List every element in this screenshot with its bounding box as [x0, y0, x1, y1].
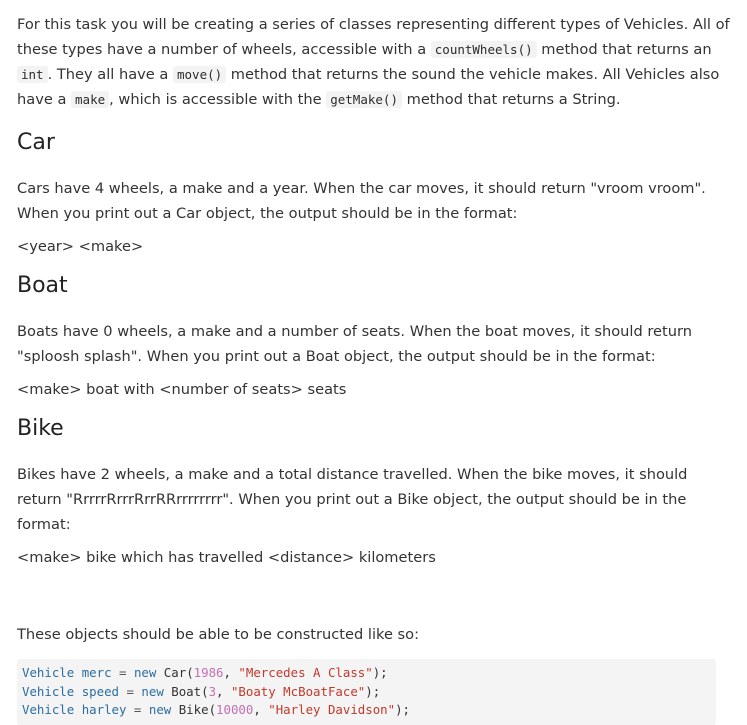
- intro-text-4: method that returns the sound the vehicle makes. All Vehicles also have a: [17, 66, 720, 108]
- code-num: 1986: [193, 665, 224, 680]
- inline-code-getmake: getMake(): [326, 91, 402, 108]
- code-eq: =: [119, 665, 127, 680]
- code-line: [22, 683, 711, 702]
- spacer: [17, 582, 732, 622]
- code-var: speed: [81, 683, 119, 699]
- boat-format: <make> boat with <number of seats> seats: [17, 381, 347, 398]
- code-eq: =: [133, 702, 142, 717]
- code-open: (: [208, 702, 217, 717]
- inline-code-make: make: [71, 91, 109, 108]
- code-sep: ,: [216, 683, 231, 699]
- car-description: Cars have 4 wheels, a make and a year. When the car moves, it should return "vroom vroom". When you print out a Car object, the output should be in the format:: [17, 180, 706, 222]
- car-heading: Car: [17, 130, 55, 155]
- code-num: 10000: [216, 702, 254, 717]
- intro-text-6: method that returns a String.: [401, 91, 621, 108]
- intro-text-5: , which is accessible with the: [109, 91, 327, 108]
- code-num: 3: [208, 683, 217, 699]
- code-type: Vehicle: [22, 665, 75, 680]
- intro-text-1: For this task you will be creating a series of classes representing different types of Vehicles. All of these types have a number of wheels, accessible with a: [17, 16, 730, 58]
- code-open: (: [201, 683, 209, 699]
- code-class: Boat: [171, 683, 202, 699]
- code-str: "Mercedes A Class": [238, 665, 373, 680]
- code-sep: ,: [253, 702, 269, 717]
- code-type: Vehicle: [22, 702, 75, 717]
- bike-heading: Bike: [17, 416, 64, 441]
- code-block: [17, 659, 716, 725]
- code-close: );: [395, 702, 411, 717]
- code-sep: ,: [223, 665, 239, 680]
- code-str: "Harley Davidson": [268, 702, 396, 717]
- code-new: new: [133, 665, 157, 680]
- code-type: Vehicle: [22, 683, 75, 699]
- code-line: [22, 701, 711, 720]
- code-class: Bike: [178, 702, 209, 717]
- intro-text-3: . They all have a: [47, 66, 173, 83]
- boat-heading: Boat: [17, 273, 68, 298]
- bike-description: Bikes have 2 wheels, a make and a total distance travelled. When the bike moves, it should return "RrrrrRrrrRrrRRrrrrrrrr". When you print out a Bike object, the output should be in the format:: [17, 466, 688, 533]
- bike-format: <make> bike which has travelled <distance> kilometers: [17, 549, 436, 566]
- inline-code-int: int: [17, 66, 48, 83]
- inline-code-move: move(): [173, 66, 226, 83]
- code-open: (: [186, 665, 194, 680]
- code-new: new: [141, 683, 164, 699]
- code-close: );: [365, 683, 381, 699]
- intro-paragraph: [17, 12, 732, 112]
- code-new: new: [148, 702, 172, 717]
- code-eq: =: [126, 683, 134, 699]
- code-str: "Boaty McBoatFace": [230, 683, 366, 699]
- construct-lead: These objects should be able to be constructed like so:: [17, 626, 420, 643]
- code-line: [22, 664, 711, 683]
- car-format: <year> <make>: [17, 238, 144, 255]
- code-class: Car: [163, 665, 187, 680]
- code-close: );: [372, 665, 388, 680]
- inline-code-countwheels: countWheels(): [431, 41, 537, 58]
- code-var: harley: [81, 702, 127, 717]
- intro-text-2: method that returns an: [536, 41, 712, 58]
- boat-description: Boats have 0 wheels, a make and a number of seats. When the boat moves, it should return "sploosh splash". When you print out a Boat object, the output should be in the format:: [17, 323, 692, 365]
- code-var: merc: [81, 665, 112, 680]
